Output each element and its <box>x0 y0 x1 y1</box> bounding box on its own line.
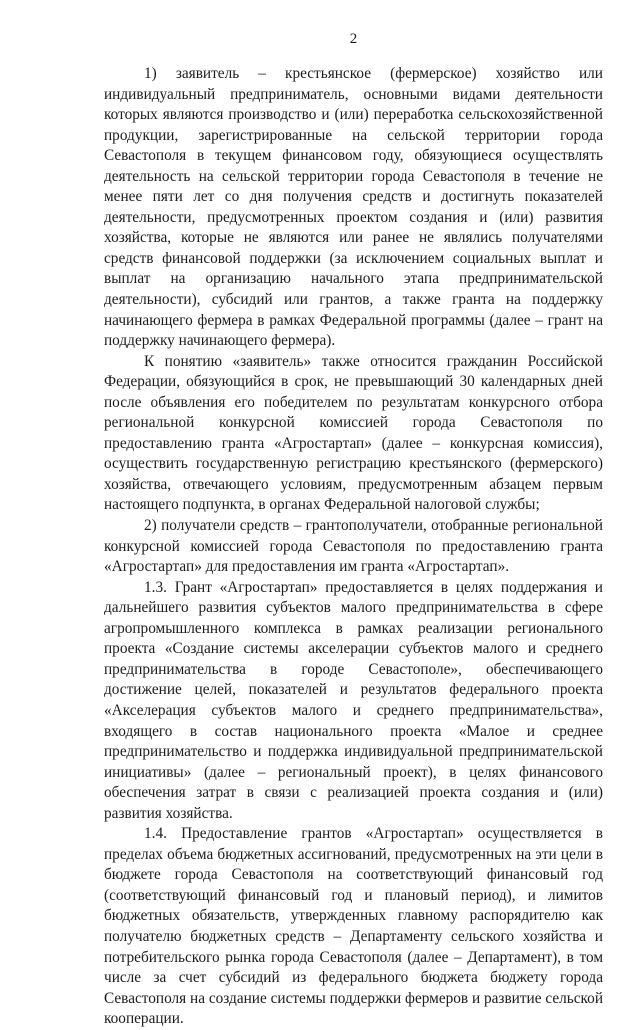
paragraph-applicant-citizen: К понятию «заявитель» также относится гражданин Российской Федерации, обязующийся в срок, не превышающий 30 календарных дней после объявления его победителем по результатам конкурсного отбора региональной конкурсной комиссией города Севастополя по предоставлению гранта «Агростартап» (далее – конкурсная комиссия), осуществить государственную регистрацию крестьянского (фермерского) хозяйства, отвечающего условиям, предусмотренным абзацем первым настоящего подпункта, в органах Федеральной налоговой службы; <box>104 352 603 514</box>
paragraph-applicant-definition: 1) заявитель – крестьянское (фермерское) хозяйство или индивидуальный предприниматель, основными видами деятельности которых являются производство и (или) переработка сельскохозяйственной продукции, зарегистрированные на сельской территории города Севастополя в текущем финансовом году, обязующиеся осуществлять деятельность на сельской территории города Севастополя в течение не менее пяти лет со дня получения средств и достигнуть показателей деятельности, предусмотренных проектом создания и (или) развития хозяйства, которые не являются или ранее не являлись получателями средств финансовой поддержки (за исключением социальных выплат и выплат на организацию начального этапа предпринимательской деятельности), субсидий или грантов, а также гранта на поддержку начинающего фермера в рамках Федеральной программы (далее – грант на поддержку начинающего фермера). <box>104 65 603 350</box>
paragraph-grant-recipients: 2) получатели средств – грантополучатели, отобранные региональной конкурсной комиссией города Севастополя по предоставлению гранта «Агростартап» для предоставления им гранта «Агростартап». <box>104 517 603 576</box>
paragraph-section-1-3: 1.3. Грант «Агростартап» предоставляется в целях поддержания и дальнейшего развития субъектов малого предпринимательства в сфере агропромышленного комплекса в рамках реализации регионального проекта «Создание системы акселерации субъектов малого и среднего предпринимательства в городе Севастополе», обеспечивающего достижение целей, показателей и результатов федерального проекта «Акселерация субъектов малого и среднего предпринимательства», входящего в состав национального проекта «Малое и среднее предпринимательство и поддержка индивидуальной предпринимательской инициативы» (далее – региональный проект), в целях финансового обеспечения затрат в связи с реализацией проекта создания и (или) развития хозяйства. <box>104 578 603 822</box>
paragraph-section-1-4: 1.4. Предоставление грантов «Агростартап» осуществляется в пределах объема бюджетных ассигнований, предусмотренных на эти цели в бюджете города Севастополя на соответствующий финансовый год (соответствующий финансовый год и плановый период), и лимитов бюджетных обязательств, утвержденных главному распорядителю как получателю бюджетных средств – Департаменту сельского хозяйства и потребительского рынка города Севастополя (далее – Департамент), в том числе за счет субсидий из федерального бюджета бюджету города Севастополя на создание системы поддержки фермеров и развитие сельской кооперации. <box>104 825 604 1028</box>
page-number: 2 <box>349 31 358 47</box>
